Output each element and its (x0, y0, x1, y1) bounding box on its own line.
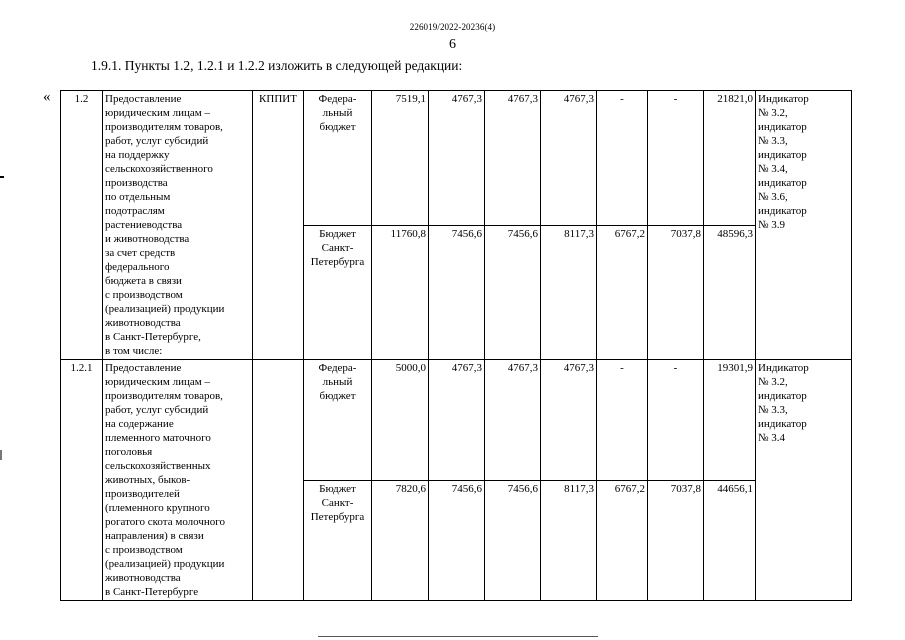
item-number: 1.2 (61, 91, 103, 360)
item-description (103, 91, 253, 360)
intro-paragraph: 1.9.1. Пункты 1.2, 1.2.1 и 1.2.2 изложить в следующей редакции: (91, 58, 463, 73)
item-indicators (756, 91, 852, 360)
funding-value: 7456,6 (429, 225, 485, 360)
item-executor: КППИТ (253, 91, 304, 360)
funding-value: - (648, 360, 704, 481)
item-description-line: племенного маточного (105, 432, 211, 444)
funding-source-line: Федера- (318, 93, 357, 105)
item-indicators-line: № 3.2, (758, 107, 788, 119)
item-indicators-line: индикатор (758, 205, 807, 217)
funding-source-line: Петербурга (310, 255, 365, 268)
item-indicators-line: индикатор (758, 121, 807, 133)
item-description-line: направления) в связи (105, 530, 204, 542)
item-description-line: работ, услуг субсидий (105, 404, 209, 416)
item-description-line: (реализацией) продукции (105, 558, 225, 570)
item-description-line: по отдельным (105, 191, 171, 203)
item-executor (253, 360, 304, 601)
margin-mark (0, 450, 2, 460)
funding-value: 4767,3 (541, 91, 597, 226)
item-description-line: в Санкт-Петербурге, (105, 331, 201, 343)
item-description-line: Предоставление (105, 362, 182, 374)
item-number: 1.2.1 (61, 360, 103, 601)
item-description-line: (реализацией) продукции (105, 303, 225, 315)
item-indicators-line: Индикатор (758, 362, 809, 374)
item-description-line: производителям товаров, (105, 390, 223, 402)
funding-value: - (597, 360, 648, 481)
funding-source-line: Санкт- (321, 241, 354, 254)
funding-source-line: бюджет (319, 390, 356, 402)
item-description-line: юридическим лицам – (105, 107, 210, 119)
item-description-line: животных, быков- (105, 474, 191, 486)
funding-value: 7456,6 (485, 225, 541, 360)
item-description-line: на содержание (105, 418, 174, 430)
funding-value: 5000,0 (372, 360, 429, 481)
item-description-line: на поддержку (105, 149, 170, 161)
item-description-line: бюджета в связи (105, 275, 182, 287)
item-description-line: животноводства (105, 317, 181, 329)
item-description-line: производства (105, 177, 168, 189)
item-description-line: федерального (105, 261, 170, 273)
item-description-line: и животноводства (105, 233, 190, 245)
item-description-line: (племенного крупного (105, 502, 210, 514)
funding-value: 7037,8 (648, 480, 704, 601)
funding-value: 7820,6 (372, 480, 429, 601)
funding-value: 4767,3 (429, 91, 485, 226)
item-indicators-line: № 3.9 (758, 219, 785, 231)
funding-source (304, 480, 372, 601)
item-description-line: поголовья (105, 446, 153, 458)
item-description-line: производителям товаров, (105, 121, 223, 133)
funding-value: 19301,9 (704, 360, 756, 481)
funding-value: 4767,3 (485, 360, 541, 481)
funding-value: 7456,6 (485, 480, 541, 601)
item-indicators-line: индикатор (758, 177, 807, 189)
funding-value: - (597, 91, 648, 226)
document-id: 226019/2022-20236(4) (409, 22, 496, 32)
item-description-line: животноводства (105, 572, 181, 584)
item-description-line: подотраслям (105, 205, 165, 217)
funding-source-line: Бюджет (319, 482, 356, 495)
table-row (61, 360, 852, 481)
funding-value: 44656,1 (704, 480, 756, 601)
item-indicators-line: № 3.6, (758, 191, 788, 203)
item-description-line: Предоставление (105, 93, 182, 105)
funding-source-line: льный (322, 107, 353, 119)
funding-source-line: Санкт- (321, 496, 354, 509)
item-description-line: с производством (105, 544, 183, 556)
funding-source-line: льный (322, 376, 353, 388)
funding-value: 6767,2 (597, 225, 648, 360)
page-number: 6 (449, 37, 456, 52)
item-description (103, 360, 253, 601)
item-indicators-line: индикатор (758, 149, 807, 161)
footer-rule (318, 636, 598, 637)
funding-source-line: Петербурга (310, 510, 365, 523)
margin-mark (0, 176, 4, 178)
item-indicators-line: индикатор (758, 390, 807, 402)
funding-value: 4767,3 (541, 360, 597, 481)
item-description-line: растениеводства (105, 219, 183, 231)
funding-value: 8117,3 (541, 480, 597, 601)
item-description-line: за счет средств (105, 247, 176, 259)
item-indicators-line: индикатор (758, 418, 807, 430)
item-description-line: сельскохозяйственного (105, 163, 213, 175)
item-indicators (756, 360, 852, 601)
funding-source (304, 91, 372, 226)
item-indicators-line: № 3.4, (758, 163, 788, 175)
item-description-line: производителей (105, 488, 180, 500)
funding-source (304, 225, 372, 360)
funding-value: 48596,3 (704, 225, 756, 360)
item-description-line: работ, услуг субсидий (105, 135, 209, 147)
funding-value: 11760,8 (372, 225, 429, 360)
item-indicators-line: № 3.3, (758, 404, 788, 416)
table-body (61, 91, 852, 601)
funding-value: 7456,6 (429, 480, 485, 601)
item-description-line: юридическим лицам – (105, 376, 210, 388)
funding-value: 6767,2 (597, 480, 648, 601)
item-indicators-line: № 3.3, (758, 135, 788, 147)
funding-value: 7037,8 (648, 225, 704, 360)
item-description-line: в том числе: (105, 345, 163, 357)
funding-source-line: Федера- (318, 362, 357, 374)
item-description-line: в Санкт-Петербурге (105, 586, 199, 598)
item-indicators-line: № 3.4 (758, 432, 785, 444)
funding-value: 21821,0 (704, 91, 756, 226)
opening-quote-mark: « (43, 89, 51, 105)
item-indicators-line: № 3.2, (758, 376, 788, 388)
funding-source-line: бюджет (319, 121, 356, 133)
funding-source-line: Бюджет (319, 227, 356, 240)
funding-value: 8117,3 (541, 225, 597, 360)
item-description-line: сельскохозяйственных (105, 460, 211, 472)
funding-source (304, 360, 372, 481)
table-row (61, 91, 852, 226)
funding-value: 7519,1 (372, 91, 429, 226)
item-description-line: рогатого скота молочного (105, 516, 226, 528)
program-table (60, 90, 852, 601)
item-description-line: с производством (105, 289, 183, 301)
funding-value: - (648, 91, 704, 226)
funding-value: 4767,3 (485, 91, 541, 226)
funding-value: 4767,3 (429, 360, 485, 481)
item-indicators-line: Индикатор (758, 93, 809, 105)
